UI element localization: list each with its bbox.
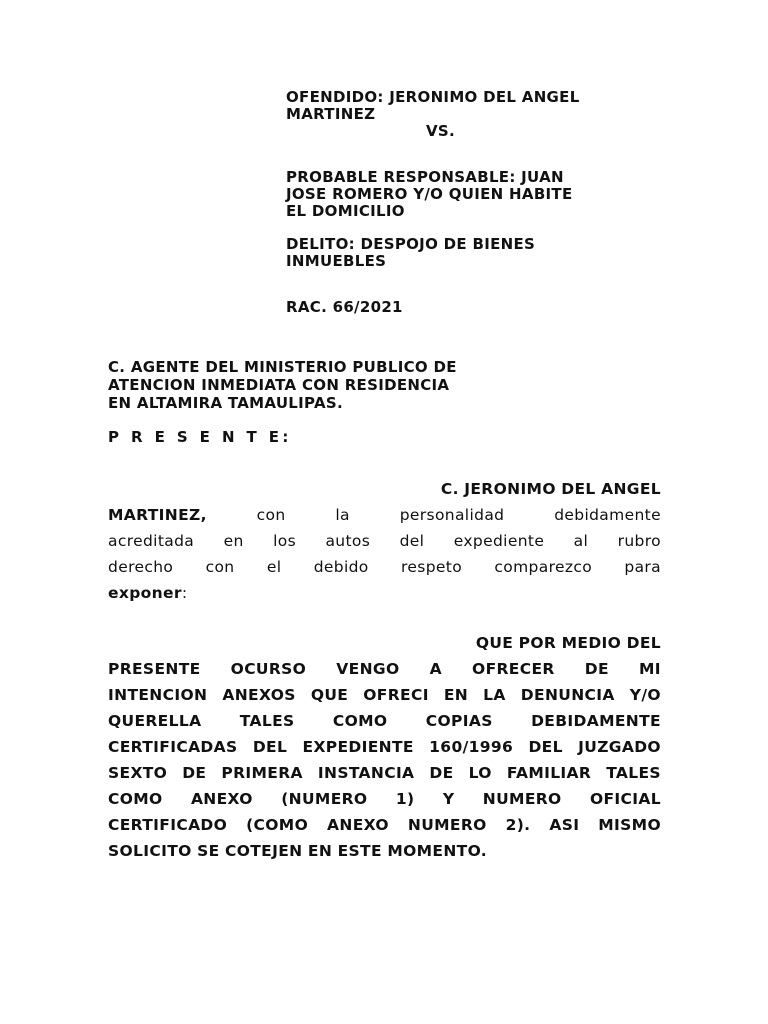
word: PRIMERA <box>221 764 303 782</box>
word: Y <box>442 790 455 808</box>
paragraph-2-line <box>108 630 661 656</box>
word: COPIAS <box>425 712 493 730</box>
word: VENGO <box>336 660 400 678</box>
word: con <box>256 506 286 524</box>
word: SEXTO <box>108 764 168 782</box>
probable-responsable-line: PROBABLE RESPONSABLE: JUAN JOSE ROMERO Y/O QUIEN HABITE EL DOMICILIO <box>286 168 573 220</box>
word: ANGEL <box>601 480 661 498</box>
word: CERTIFICADAS <box>108 738 238 756</box>
word: EN <box>307 842 333 860</box>
word: JUZGADO <box>578 738 661 756</box>
paragraph-2-line <box>108 656 661 682</box>
word: 1) <box>395 790 415 808</box>
word: QUE <box>475 634 514 652</box>
word: MI <box>639 660 661 678</box>
word: OFICIAL <box>589 790 661 808</box>
word: EN <box>443 686 469 704</box>
delito-line: DELITO: DESPOJO DE BIENES INMUEBLES <box>286 235 536 270</box>
paragraph-1-line <box>108 528 661 554</box>
word: ANEXOS <box>222 686 296 704</box>
word: LA <box>483 686 506 704</box>
word: FAMILIAR <box>506 764 592 782</box>
word: PRESENTE <box>108 660 201 678</box>
word: MOMENTO. <box>387 842 488 860</box>
word: DEL <box>626 634 661 652</box>
word: respeto <box>401 558 463 576</box>
word: del <box>399 532 425 550</box>
paragraph-2-line <box>108 812 661 838</box>
word: DE <box>182 764 207 782</box>
presente-heading: P R E S E N T E: <box>108 428 292 446</box>
paragraph-2-line <box>108 838 661 864</box>
word: para <box>624 558 661 576</box>
word: el <box>266 558 282 576</box>
word: debidamente <box>554 506 661 524</box>
word: (NUMERO <box>281 790 368 808</box>
word: exponer: <box>108 584 188 602</box>
paragraph-1-line <box>108 580 661 606</box>
word: ASI <box>549 816 580 834</box>
word: DEL <box>252 738 288 756</box>
word: C. <box>440 480 459 498</box>
word: DEL <box>528 738 563 756</box>
word: DEL <box>561 480 596 498</box>
word: DE <box>429 764 454 782</box>
word: SE <box>197 842 220 860</box>
word: INSTANCIA <box>317 764 415 782</box>
word: TALES <box>606 764 661 782</box>
word: MISMO <box>598 816 661 834</box>
word: acreditada <box>108 532 195 550</box>
paragraph-2-line <box>108 708 661 734</box>
word: OFRECI <box>363 686 429 704</box>
word: personalidad <box>399 506 505 524</box>
word: ESTE <box>337 842 382 860</box>
paragraph-1-line <box>108 554 661 580</box>
word: autos <box>325 532 371 550</box>
word: rubro <box>617 532 661 550</box>
word: 2). <box>505 816 531 834</box>
paragraph-1-line <box>108 502 661 528</box>
paragraph-2-line <box>108 786 661 812</box>
word: expediente <box>453 532 545 550</box>
word: NUMERO <box>407 816 487 834</box>
word: SOLICITO <box>108 842 192 860</box>
word: al <box>573 532 589 550</box>
paragraph-2-line <box>108 760 661 786</box>
ofendido-line: OFENDIDO: JERONIMO DEL ANGEL MARTINEZ <box>286 88 580 123</box>
word: 160/1996 <box>429 738 514 756</box>
paragraph-2-line <box>108 682 661 708</box>
paragraph-1 <box>108 476 661 606</box>
word: MEDIO <box>561 634 622 652</box>
word: DEBIDAMENTE <box>531 712 661 730</box>
addressee-block: C. AGENTE DEL MINISTERIO PUBLICO DE ATENCION INMEDIATA CON RESIDENCIA EN ALTAMIRA TAMAULIPAS. <box>108 358 457 412</box>
word: ANEXO <box>327 816 389 834</box>
paragraph-2 <box>108 630 661 864</box>
word: MARTINEZ, <box>108 506 207 524</box>
word: OFRECER <box>472 660 555 678</box>
word: los <box>273 532 297 550</box>
word: comparezco <box>494 558 593 576</box>
word: QUERELLA <box>108 712 202 730</box>
word: NUMERO <box>482 790 562 808</box>
word: debido <box>313 558 369 576</box>
word: POR <box>518 634 557 652</box>
word: DE <box>584 660 609 678</box>
rac-number: RAC. 66/2021 <box>286 298 403 316</box>
paragraph-2-line <box>108 734 661 760</box>
paragraph-1-line <box>108 476 661 502</box>
vs-label: VS. <box>426 122 456 140</box>
word: DENUNCIA <box>520 686 615 704</box>
word: (COMO <box>246 816 309 834</box>
word: derecho <box>108 558 174 576</box>
word: Y/O <box>629 686 661 704</box>
word: QUE <box>310 686 349 704</box>
word: TALES <box>239 712 295 730</box>
word: A <box>429 660 442 678</box>
word: LO <box>468 764 492 782</box>
word: OCURSO <box>230 660 307 678</box>
word: la <box>335 506 350 524</box>
word: COMO <box>332 712 388 730</box>
word: INTENCION <box>108 686 208 704</box>
word: COTEJEN <box>224 842 303 860</box>
word: con <box>205 558 235 576</box>
word: ANEXO <box>190 790 253 808</box>
word: COMO <box>108 790 163 808</box>
word: JERONIMO <box>464 480 556 498</box>
word: EXPEDIENTE <box>302 738 414 756</box>
word: en <box>223 532 244 550</box>
word: CERTIFICADO <box>108 816 228 834</box>
